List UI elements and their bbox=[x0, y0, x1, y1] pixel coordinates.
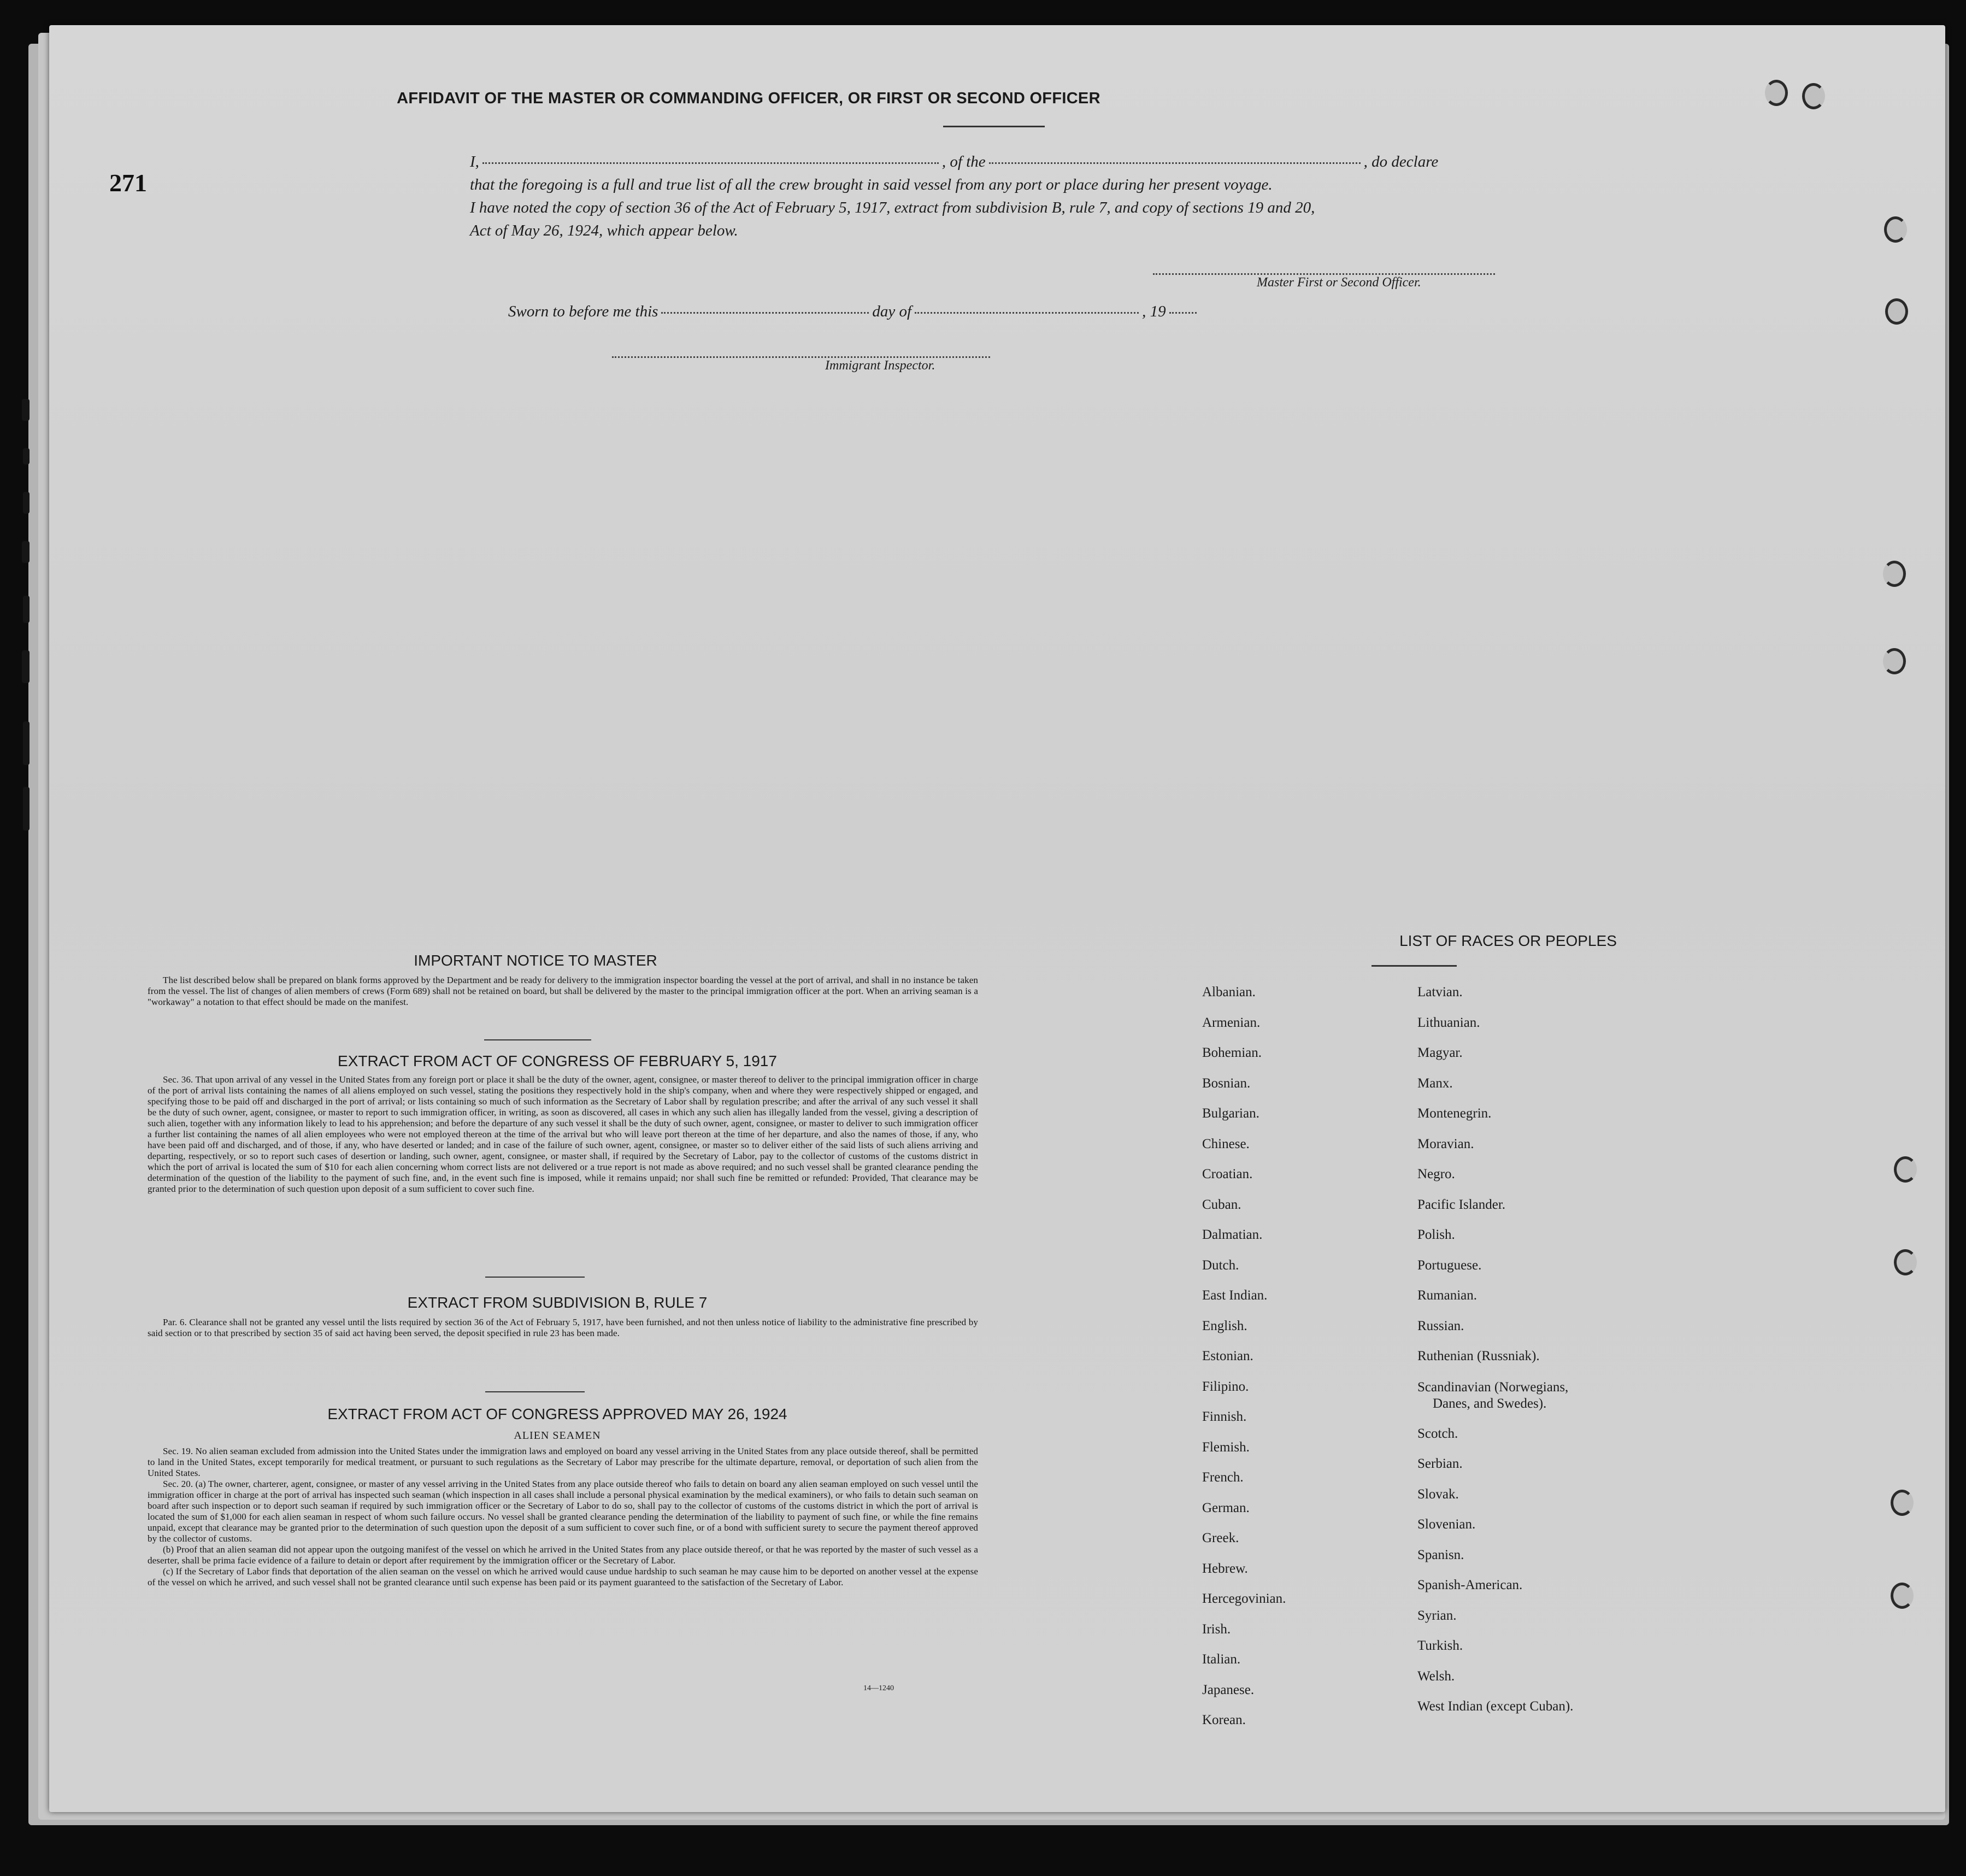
race-item: Rumanian. bbox=[1417, 1288, 1478, 1303]
race-item: Bosnian. bbox=[1202, 1075, 1251, 1091]
race-item: Magyar. bbox=[1417, 1045, 1463, 1060]
alien-seamen-subtitle: ALIEN SEAMEN bbox=[514, 1430, 601, 1442]
race-item: Bulgarian. bbox=[1202, 1106, 1259, 1121]
race-item: Danes, and Swedes). bbox=[1433, 1396, 1547, 1411]
race-item: English. bbox=[1202, 1318, 1247, 1333]
race-item: Turkish. bbox=[1417, 1638, 1463, 1653]
race-item: Finnish. bbox=[1202, 1409, 1247, 1424]
punch-hole bbox=[1885, 298, 1908, 325]
notice-text: The list described below shall be prepared on blank forms approved by the Department and be ready for delivery to the immigration inspector boarding the vessel at the port of arrival, and shall in no instance be taken from the vessel. The list of changes of alien members of crews (Form 689) shall not be retained on board, but shall be delivered by the master to the principal immigration officer at the port. When an arriving seaman is a "workaway" a notation to that effect should be made on the manifest. bbox=[148, 975, 978, 1007]
extract-1924-body bbox=[148, 1446, 978, 1588]
race-item: Russian. bbox=[1417, 1318, 1464, 1333]
race-item: Pacific Islander. bbox=[1417, 1197, 1506, 1212]
race-item: Slovak. bbox=[1417, 1486, 1459, 1502]
race-item: Hebrew. bbox=[1202, 1561, 1248, 1576]
affidavit-do-declare: , do declare bbox=[1363, 153, 1439, 170]
race-item: Slovenian. bbox=[1417, 1517, 1476, 1532]
race-item: Spanish-American. bbox=[1417, 1578, 1523, 1592]
extract-1924-title: EXTRACT FROM ACT OF CONGRESS APPROVED MAY 26, 1924 bbox=[327, 1405, 787, 1422]
inspector-signature-line[interactable] bbox=[612, 356, 990, 358]
paragraph-6-text: Par. 6. Clearance shall not be granted any vessel until the lists required by section 36 of the Act of February 5, 1917, have been furnished, and not then unless notice of liability to the administrative fine prescribed by said section or to that prescribed by section 35 of said act having been served, the deposit specified in rule 23 has been made. bbox=[148, 1317, 978, 1338]
race-item: Scotch. bbox=[1417, 1426, 1458, 1441]
race-item: German. bbox=[1202, 1500, 1250, 1515]
form-page bbox=[49, 25, 1945, 1812]
race-item: Portuguese. bbox=[1417, 1257, 1482, 1273]
binding-mark bbox=[23, 448, 30, 464]
affidavit-line-4: Act of May 26, 1924, which appear below. bbox=[470, 222, 738, 239]
vessel-blank[interactable] bbox=[989, 162, 1361, 164]
sworn-year: , 19 bbox=[1142, 303, 1166, 320]
punch-hole bbox=[1884, 216, 1907, 243]
race-item: Lithuanian. bbox=[1417, 1015, 1480, 1030]
race-item: Albanian. bbox=[1202, 985, 1256, 999]
section-divider bbox=[485, 1391, 585, 1392]
binding-mark bbox=[23, 721, 30, 765]
section-divider bbox=[485, 1277, 585, 1278]
affidavit-title: AFFIDAVIT OF THE MASTER OR COMMANDING OFFICER, OR FIRST OR SECOND OFFICER bbox=[397, 90, 1100, 107]
sworn-line bbox=[508, 303, 1200, 321]
affidavit-of-the: , of the bbox=[941, 153, 986, 170]
races-left-column bbox=[1202, 977, 1286, 1736]
punch-hole bbox=[1891, 1583, 1914, 1609]
race-item: Chinese. bbox=[1202, 1136, 1250, 1151]
race-item: East Indian. bbox=[1202, 1288, 1268, 1303]
section-20c-text: (c) If the Secretary of Labor finds that deportation of the alien seaman on the vessel on which he arrived would cause undue hardship to such seaman he may cause him to be deported on another vessel at the expense of the vessel on which he arrived, and such vessel shall not be granted clearance until such expense has been paid or its payment guaranteed to the satisfaction of the Secretary of Labor. bbox=[148, 1566, 978, 1587]
race-item: West Indian (except Cuban). bbox=[1417, 1699, 1574, 1714]
race-item: Moravian. bbox=[1417, 1136, 1474, 1151]
race-item: Dutch. bbox=[1202, 1257, 1239, 1273]
punch-hole bbox=[1765, 80, 1788, 106]
form-number: 14—1240 bbox=[863, 1684, 894, 1692]
punch-hole bbox=[1894, 1156, 1917, 1183]
sworn-year-blank[interactable] bbox=[1169, 312, 1197, 314]
extract-rule7-title: EXTRACT FROM SUBDIVISION B, RULE 7 bbox=[407, 1294, 708, 1311]
margin-stamp: 271 bbox=[109, 169, 147, 197]
race-item: Scandinavian (Norwegians, bbox=[1417, 1379, 1569, 1395]
sworn-day-of: day of bbox=[872, 303, 912, 320]
binding-mark bbox=[23, 492, 30, 514]
race-item: Irish. bbox=[1202, 1621, 1231, 1637]
sworn-day-blank[interactable] bbox=[661, 312, 869, 314]
binding-mark bbox=[23, 596, 30, 623]
race-item: Italian. bbox=[1202, 1652, 1241, 1667]
master-signature-label: Master First or Second Officer. bbox=[1257, 275, 1421, 290]
race-item: Welsh. bbox=[1417, 1668, 1455, 1684]
affidavit-line-3: I have noted the copy of section 36 of the Act of February 5, 1917, extract from subdivision B, rule 7, and copy of sections 19 and 20, bbox=[470, 199, 1315, 216]
punch-hole bbox=[1802, 83, 1825, 109]
extract-rule7-body bbox=[148, 1317, 978, 1339]
affidavit-i: I, bbox=[470, 153, 479, 170]
master-signature-line[interactable] bbox=[1153, 273, 1495, 275]
name-blank[interactable] bbox=[482, 162, 939, 164]
punch-hole bbox=[1883, 561, 1906, 587]
section-36-text: Sec. 36. That upon arrival of any vessel in the United States from any foreign port or place it shall be the duty of the owner, agent, consignee, or master thereof to deliver to the principal immigration officer in charge of the port of arrival lists containing the names of all aliens employed on such vessel, stating the positions they respectively hold in the ship's company, when and where they were respectively shipped or engaged, and specifying those to be paid off and discharged in the port of arrival; or lists containing so much of such information as the Secretary of Labor shall by regulation prescribe; and after the arrival of any such vessel it shall be the duty of such owner, agent, consignee, or master to report to such immigration officer, in writing, as soon as discovered, all cases in which any such alien has illegally landed from the vessel, giving a description of such alien, together with any information likely to lead to his apprehension; and before the departure of any such vessel it shall be the duty of such owner, agent, consignee, or master to deliver to such immigration officer a further list containing the names of all alien employees who were not employed thereon at the time of the arrival but who will leave port thereon at the time of her departure, and also the names of those, if any, who have been paid off and discharged, and of those, if any, who have deserted or landed; and in case of the failure of such owner, agent, consignee, or master so to deliver either of the said lists of such aliens arriving and departing, respectively, or so to report such cases of desertion or landing, such owner, agent, consignee, or master shall, if required by the Secretary of Labor, pay to the collector of customs of the customs district in which the port of arrival is located the sum of $10 for each alien concerning whom correct lists are not delivered or a true report is not made as above required; and no such vessel shall be granted clearance pending the determination of the question of the liability to the payment of such fine, and, in the event such fine is imposed, while it remains unpaid; nor shall such fine be remitted or refunded: Provided, That clearance may be granted prior to the determination of such question upon deposit of a sum sufficient to cover such fine. bbox=[148, 1074, 978, 1194]
race-item: Japanese. bbox=[1202, 1682, 1255, 1697]
section-20b-text: (b) Proof that an alien seaman did not appear upon the outgoing manifest of the vessel on which he arrived in the United States from any place outside thereof, or that he was reported by the master of such vessel as a deserter, shall be prima facie evidence of a failure to detain or deport after requirement by the immigration officer or the Secretary of Labor. bbox=[148, 1544, 978, 1566]
races-divider bbox=[1372, 965, 1457, 967]
race-item: Filipino. bbox=[1202, 1379, 1249, 1394]
race-item: Polish. bbox=[1417, 1227, 1455, 1242]
sworn-prefix: Sworn to before me this bbox=[508, 303, 658, 320]
race-item: Flemish. bbox=[1202, 1439, 1250, 1455]
race-item: Negro. bbox=[1417, 1167, 1455, 1181]
race-item: Latvian. bbox=[1417, 985, 1463, 999]
inspector-label: Immigrant Inspector. bbox=[825, 358, 935, 373]
binding-mark bbox=[23, 787, 30, 831]
race-item: Armenian. bbox=[1202, 1015, 1261, 1030]
punch-hole bbox=[1883, 648, 1906, 674]
race-item: Ruthenian (Russniak). bbox=[1417, 1349, 1540, 1363]
races-right-column bbox=[1417, 977, 1573, 1722]
race-item: Greek. bbox=[1202, 1531, 1239, 1545]
affidavit-line-2: that the foregoing is a full and true list of all the crew brought in said vessel from any port or place during her present voyage. bbox=[470, 176, 1273, 193]
race-item: Estonian. bbox=[1202, 1349, 1253, 1363]
binding-mark bbox=[22, 399, 30, 421]
affidavit-line-1 bbox=[470, 153, 1438, 171]
race-item: Spanisn. bbox=[1417, 1547, 1464, 1562]
race-item: French. bbox=[1202, 1470, 1244, 1485]
races-title: LIST OF RACES OR PEOPLES bbox=[1399, 932, 1617, 949]
notice-body bbox=[148, 975, 978, 1008]
binding-mark bbox=[22, 650, 30, 683]
notice-title: IMPORTANT NOTICE TO MASTER bbox=[414, 952, 657, 969]
race-item: Syrian. bbox=[1417, 1608, 1457, 1623]
race-item: Bohemian. bbox=[1202, 1045, 1262, 1060]
sworn-month-blank[interactable] bbox=[915, 312, 1139, 314]
binding-mark bbox=[22, 541, 30, 563]
extract-1917-body bbox=[148, 1074, 978, 1195]
title-divider bbox=[943, 126, 1045, 127]
race-item: Dalmatian. bbox=[1202, 1227, 1263, 1242]
race-item: Manx. bbox=[1417, 1075, 1453, 1091]
punch-hole bbox=[1891, 1490, 1914, 1516]
extract-1917-title: EXTRACT FROM ACT OF CONGRESS OF FEBRUARY 5, 1917 bbox=[338, 1052, 777, 1069]
section-divider bbox=[484, 1039, 591, 1040]
section-20a-text: Sec. 20. (a) The owner, charterer, agent, consignee, or master of any vessel arriving in the United States from any place outside thereof who fails to detain on board any alien seaman employed on such vessel until the immigration officer in charge at the port of arrival has inspected such seaman (which inspection in all cases shall include a personal physical examination by the medical examiners), or who fails to detain such seaman on board after such inspection or to deport such seaman if required by such immigration officer or the Secretary of Labor to do so, shall pay to the collector of customs of the customs district in which the port of arrival is located the sum of $1,000 for each alien seaman in respect of whom such failure occurs. No vessel shall be granted clearance pending the determination of the liability to payment of such fine, or while the fine remains unpaid, except that clearance may be granted prior to the determination of such question upon the deposit of a sum sufficient to cover such fine, or of a bond with sufficient surety to secure the payment thereof approved by the collector of customs. bbox=[148, 1479, 978, 1544]
race-item: Croatian. bbox=[1202, 1167, 1253, 1181]
race-item: Hercegovinian. bbox=[1202, 1591, 1286, 1606]
section-19-text: Sec. 19. No alien seaman excluded from admission into the United States under the immigration laws and employed on board any vessel arriving in the United States from any place outside thereof, shall be permitted to land in the United States, except temporarily for medical treatment, or pursuant to such regulations as the Secretary of Labor may prescribe for the ultimate departure, removal, or deportation of such alien from the United States. bbox=[148, 1446, 978, 1478]
race-item: Serbian. bbox=[1417, 1456, 1463, 1471]
race-item: Cuban. bbox=[1202, 1197, 1241, 1212]
race-item: Montenegrin. bbox=[1417, 1106, 1492, 1121]
race-item: Korean. bbox=[1202, 1713, 1246, 1727]
punch-hole bbox=[1894, 1249, 1917, 1275]
